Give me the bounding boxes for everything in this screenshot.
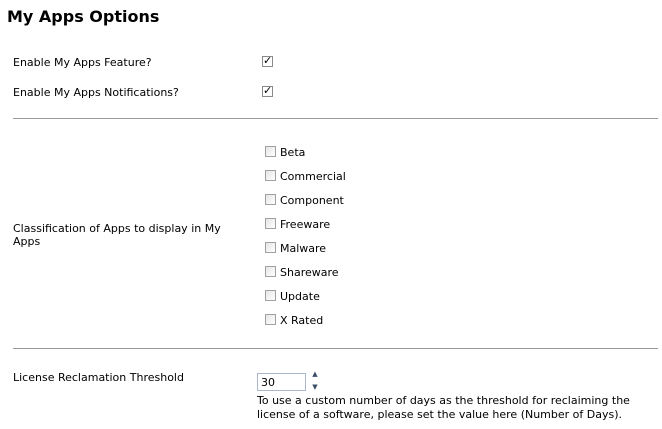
classification-checkbox-shareware[interactable] xyxy=(265,266,276,277)
license-threshold-help-text: To use a custom number of days as the threshold for reclaiming the license of a software, please set the value here (Number of Days). xyxy=(257,394,630,421)
enable-feature-checkbox[interactable] xyxy=(262,56,273,67)
section-divider xyxy=(13,348,658,349)
section-divider xyxy=(13,118,658,119)
classification-label-x-rated: X Rated xyxy=(280,314,324,327)
classification-checkbox-x-rated[interactable] xyxy=(265,314,276,325)
classification-label-malware: Malware xyxy=(280,242,327,255)
classification-label-freeware: Freeware xyxy=(280,218,331,231)
classification-checkbox-component[interactable] xyxy=(265,194,276,205)
spin-down-icon[interactable]: ▼ xyxy=(312,383,318,391)
license-threshold-label: License Reclamation Threshold xyxy=(13,371,184,384)
checkmark-icon: ✓ xyxy=(263,54,273,67)
classification-label: Classification of Apps to display in My Apps xyxy=(13,222,221,248)
classification-label-commercial: Commercial xyxy=(280,170,346,183)
enable-feature-label: Enable My Apps Feature? xyxy=(13,56,152,69)
classification-checkbox-commercial[interactable] xyxy=(265,170,276,181)
classification-checkbox-beta[interactable] xyxy=(265,146,276,157)
classification-checkbox-freeware[interactable] xyxy=(265,218,276,229)
license-threshold-input[interactable] xyxy=(257,373,306,391)
page-title: My Apps Options xyxy=(7,7,160,26)
classification-checkbox-malware[interactable] xyxy=(265,242,276,253)
classification-checkbox-update[interactable] xyxy=(265,290,276,301)
classification-label-beta: Beta xyxy=(280,146,306,159)
enable-notifications-label: Enable My Apps Notifications? xyxy=(13,86,179,99)
checkmark-icon: ✓ xyxy=(263,84,273,97)
classification-label-component: Component xyxy=(280,194,344,207)
classification-label-shareware: Shareware xyxy=(280,266,339,279)
classification-label-update: Update xyxy=(280,290,320,303)
spin-up-icon[interactable]: ▲ xyxy=(312,370,318,378)
enable-notifications-checkbox[interactable] xyxy=(262,86,273,97)
